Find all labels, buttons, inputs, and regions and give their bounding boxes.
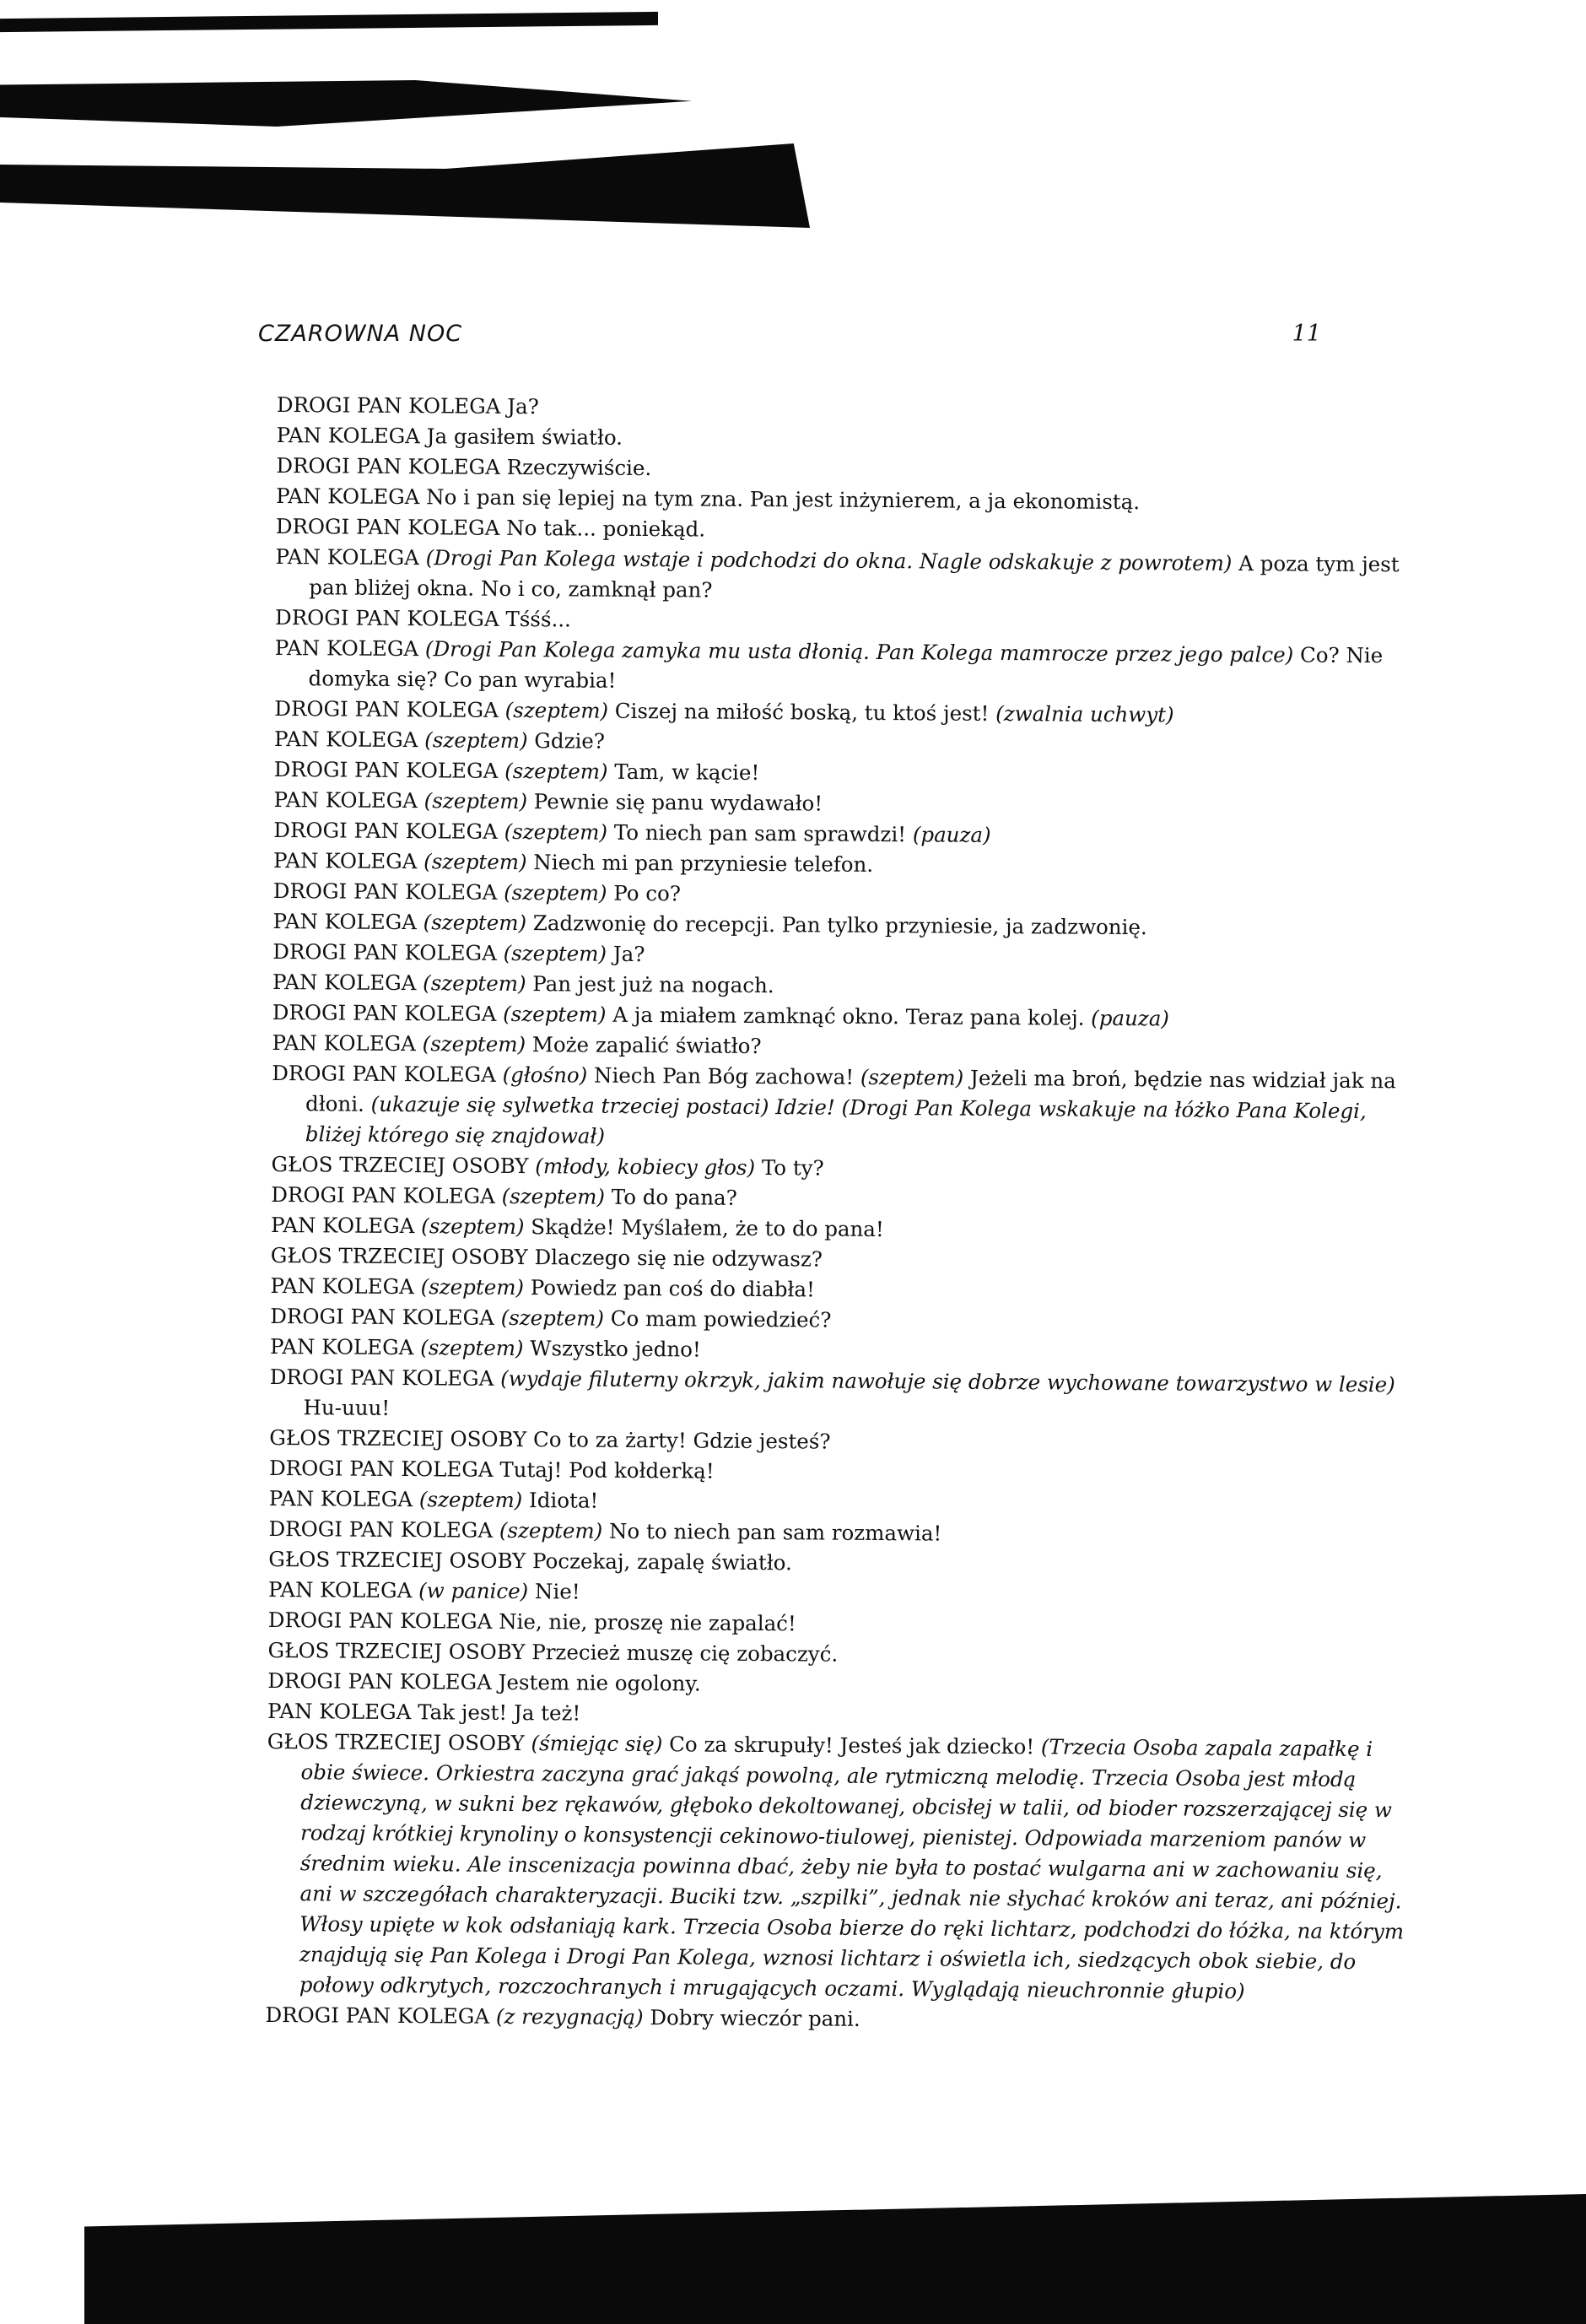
scan-shadow-top (0, 12, 658, 32)
dialogue-text: Co mam powiedzieć? (610, 1305, 832, 1332)
scan-shadow-top (0, 80, 692, 127)
speaker-name: DROGI PAN KOLEGA (272, 999, 497, 1026)
dialogue-text: Po co? (613, 880, 682, 906)
dialogue-line (272, 1058, 1420, 1157)
speaker-name: PAN KOLEGA (275, 543, 420, 570)
dialogue-text: No tak... poniekąd. (506, 515, 706, 542)
dialogue-text: Co za skrupuły! Jesteś jak dziecko! (669, 1732, 1035, 1759)
dialogue-text: A ja miałem zamknąć okno. Teraz pana kolej. (612, 1002, 1085, 1030)
stage-direction: (szeptem) (504, 758, 608, 784)
speaker-name: DROGI PAN KOLEGA (275, 513, 500, 540)
stage-direction: (śmiejąc się) (531, 1731, 663, 1757)
dialogue-text: Ja? (612, 941, 645, 967)
speaker-name: DROGI PAN KOLEGA (276, 392, 501, 419)
stage-direction: (szeptem) (504, 879, 607, 905)
stage-direction: (szeptem) (423, 910, 527, 936)
speaker-name: PAN KOLEGA (276, 422, 421, 449)
speaker-name: PAN KOLEGA (272, 1030, 417, 1057)
speaker-name: PAN KOLEGA (270, 1212, 415, 1239)
speaker-name: GŁOS TRZECIEJ OSOBY (269, 1424, 527, 1452)
dialogue-line (269, 1362, 1416, 1430)
stage-direction: (Trzecia Osoba zapala zapałkę i obie świece. Orkiestra zaczyna grać jakąś powolną, ale rytmiczną melodię. Trzecia Osoba jest młodą dziewczyną, w sukni bez rękawów, głęboko dekoltowanej, obcisłej w talii, od bioder rozszerzającej się w rodzaj krótkiej krynoliny o konsystencji cekinowo-tiulowej, pienistej. Odpowiada marzeniom panów w średnim wieku. Ale inscenizacja powinna dbać, żeby nie była to postać wulgarna ani w zachowaniu się, ani w szczegółach charakteryzacji. Buciki tzw. „szpilki”, jednak nie słychać kroków ani teraz, ani później. Włosy upięte w kok odsłaniają kark. Trzecia Osoba bierze do ręki lichtarz, podchodzi do łóżka, na którym znajdują się Pan Kolega i Drogi Pan Kolega, wznosi lichtarz i oświetla ich, siedzących obok siebie, do połowy odkrytych, rozczochranych i mrugających oczami. Wyglądają nieuchronnie głupio) (299, 1734, 1405, 2004)
dialogue-text: Tam, w kącie! (614, 759, 760, 786)
stage-direction: (szeptem) (421, 1213, 525, 1240)
dialogue-text: Ja gasiłem światło. (426, 424, 623, 450)
speaker-name: PAN KOLEGA (267, 1576, 413, 1603)
dialogue-text: To do pana? (611, 1184, 737, 1210)
dialogue-text: Nie, nie, proszę nie zapalać! (499, 1608, 796, 1636)
running-title: CZAROWNA NOC (258, 321, 463, 347)
dialogue-text: To niech pan sam sprawdzi! (613, 819, 907, 847)
dialogue-text: Dobry wieczór pani. (650, 2005, 860, 2031)
stage-direction: (zwalnia uchwyt) (995, 700, 1174, 727)
speaker-name: PAN KOLEGA (273, 786, 418, 813)
dialogue-text: Wszystko jedno! (530, 1336, 701, 1362)
stage-direction: (szeptem) (418, 1487, 523, 1513)
stage-direction: (szeptem) (423, 849, 527, 875)
speaker-name: PAN KOLEGA (276, 483, 420, 510)
stage-direction: (pauza) (912, 822, 991, 847)
stage-direction: (szeptem) (500, 1305, 605, 1331)
dialogue-text: No to niech pan sam rozmawia! (608, 1518, 942, 1546)
stage-direction: (szeptem) (422, 1031, 526, 1057)
dialogue-text: Niech Pan Bóg zachowa! (593, 1062, 855, 1089)
dialogue-text: Idiota! (528, 1488, 599, 1513)
dialogue-text: Hu-uuu! (303, 1395, 391, 1420)
dialogue-text: Gdzie? (534, 728, 606, 754)
dialogue-text: Powiedz pan coś do diabła! (530, 1275, 815, 1302)
dialogue-text: Ja? (507, 393, 539, 419)
speaker-name: GŁOS TRZECIEJ OSOBY (271, 1151, 529, 1179)
speaker-name: DROGI PAN KOLEGA (274, 695, 499, 722)
speaker-name: DROGI PAN KOLEGA (267, 1667, 492, 1694)
speaker-name: DROGI PAN KOLEGA (273, 817, 498, 844)
dialogue-text: Co pan wyrabia! (444, 667, 617, 693)
stage-direction: (szeptem) (504, 697, 609, 723)
dialogue-text: Niech mi pan przyniesie telefon. (533, 850, 874, 877)
speaker-name: PAN KOLEGA (270, 1273, 414, 1300)
dialogue-text: Zadzwonię do recepcji. Pan tylko przyniesie, ja zadzwonię. (532, 911, 1147, 940)
stage-direction: (szeptem) (503, 1001, 607, 1027)
dialogue-text: Nie! (534, 1579, 580, 1604)
speaker-name: DROGI PAN KOLEGA (265, 2002, 490, 2029)
stage-direction: (w panice) (418, 1578, 529, 1604)
dialogue-text: Co? Nie domyka się? (308, 642, 1384, 692)
stage-direction: (szeptem) (504, 819, 608, 845)
speaker-name: PAN KOLEGA (274, 635, 419, 662)
speaker-name: PAN KOLEGA (269, 1333, 414, 1360)
stage-direction: (szeptem) (501, 1183, 606, 1209)
stage-direction: (szeptem) (424, 727, 528, 754)
dialogue-text: Jeżeli ma broń, będzie nas widział jak na dłoni. (305, 1065, 1396, 1116)
stage-direction: (szeptem) (423, 970, 526, 997)
dialogue-text: No i pan się lepiej na tym zna. Pan jest inżynierem, a ja ekonomistą. (426, 484, 1141, 515)
speaker-name: PAN KOLEGA (267, 1698, 412, 1725)
dialogue-text: Pewnie się panu wydawało! (533, 789, 823, 816)
page-header (258, 321, 1321, 354)
speaker-name: PAN KOLEGA (268, 1485, 413, 1512)
scan-shadow-bottom (84, 2194, 1586, 2324)
speaker-name: DROGI PAN KOLEGA (272, 878, 498, 905)
stage-direction: (szeptem) (420, 1274, 525, 1300)
speaker-name: DROGI PAN KOLEGA (272, 1060, 496, 1087)
dialogue-text: Tak jest! Ja też! (418, 1700, 581, 1726)
dialogue-line (266, 1727, 1415, 2008)
speaker-name: PAN KOLEGA (272, 969, 417, 996)
dialogue-line (274, 633, 1421, 701)
speaker-name: PAN KOLEGA (272, 908, 418, 935)
dialogue-text: Przecież muszę cię zobaczyć. (531, 1640, 839, 1667)
speaker-name: DROGI PAN KOLEGA (269, 1364, 494, 1391)
speaker-name: PAN KOLEGA (273, 847, 418, 874)
speaker-name: PAN KOLEGA (274, 726, 418, 753)
speaker-name: DROGI PAN KOLEGA (268, 1455, 494, 1482)
dialogue-text: Ciszej na miłość boską, tu ktoś jest! (614, 698, 990, 726)
dialogue-text: Dlaczego się nie odzywasz? (534, 1245, 823, 1272)
speaker-name: DROGI PAN KOLEGA (270, 1303, 494, 1330)
stage-direction: (z rezygnacją) (495, 2003, 644, 2030)
page-number: 11 (1292, 321, 1321, 347)
speaker-name: DROGI PAN KOLEGA (272, 938, 497, 965)
speaker-name: DROGI PAN KOLEGA (271, 1181, 495, 1208)
dialogue-text: Pan jest już na nogach. (532, 971, 774, 998)
stage-direction: (pauza) (1091, 1005, 1170, 1031)
stage-direction: (ukazuje się sylwetka trzeciej postaci) Idzie! (Drogi Pan Kolega wskakuje na łóżko Pana Kolegi, bliżej którego się znajdował) (305, 1091, 1367, 1148)
speaker-name: DROGI PAN KOLEGA (273, 756, 499, 783)
dialogue-text: Poczekaj, zapalę światło. (531, 1548, 792, 1575)
dialogue-text: Może zapalić światło? (531, 1032, 762, 1059)
speaker-name: DROGI PAN KOLEGA (275, 604, 499, 631)
dialogue-text: Tśśś... (505, 606, 571, 632)
stage-direction: (głośno) (502, 1062, 588, 1088)
speaker-name: GŁOS TRZECIEJ OSOBY (270, 1242, 528, 1270)
stage-direction: (szeptem) (423, 788, 528, 814)
stage-direction: (Drogi Pan Kolega zamyka mu usta dłonią. Pan Kolega mamrocze przez jego palce) (424, 636, 1294, 667)
stage-direction: (szeptem) (503, 940, 607, 966)
speaker-name: DROGI PAN KOLEGA (267, 1607, 493, 1634)
speaker-name: DROGI PAN KOLEGA (268, 1516, 494, 1543)
stage-direction: (wydaje filuterny okrzyk, jakim nawołuje się dobrze wychowane towarzystwo w lesie) (500, 1365, 1395, 1397)
dialogue-line (275, 542, 1422, 610)
speaker-name: DROGI PAN KOLEGA (276, 452, 501, 479)
dialogue-text: A poza tym jest pan bliżej okna. (309, 550, 1400, 601)
scan-shadow-top (0, 143, 810, 228)
dialogue-text: Skądże! Myślałem, że to do pana! (531, 1214, 884, 1242)
dialogue-text: Co to za żarty! Gdzie jesteś? (532, 1427, 831, 1454)
stage-direction: (szeptem) (420, 1335, 524, 1361)
speaker-name: GŁOS TRZECIEJ OSOBY (267, 1728, 525, 1756)
dialogue-text: No i co, zamknął pan? (480, 576, 713, 603)
stage-direction: (Drogi Pan Kolega wstaje i podchodzi do okna. Nagle odskakuje z powrotem) (425, 545, 1233, 576)
stage-direction: (młody, kobiecy głos) (535, 1154, 756, 1180)
play-script (265, 390, 1424, 2038)
speaker-name: GŁOS TRZECIEJ OSOBY (267, 1637, 526, 1665)
dialogue-text: To ty? (761, 1155, 824, 1181)
speaker-name: GŁOS TRZECIEJ OSOBY (268, 1546, 526, 1574)
dialogue-text: Jestem nie ogolony. (498, 1669, 701, 1696)
stage-direction: (szeptem) (499, 1517, 603, 1543)
dialogue-text: Rzeczywiście. (506, 454, 652, 481)
stage-direction: (szeptem) (860, 1064, 964, 1090)
dialogue-text: Tutaj! Pod kołderką! (499, 1457, 715, 1484)
